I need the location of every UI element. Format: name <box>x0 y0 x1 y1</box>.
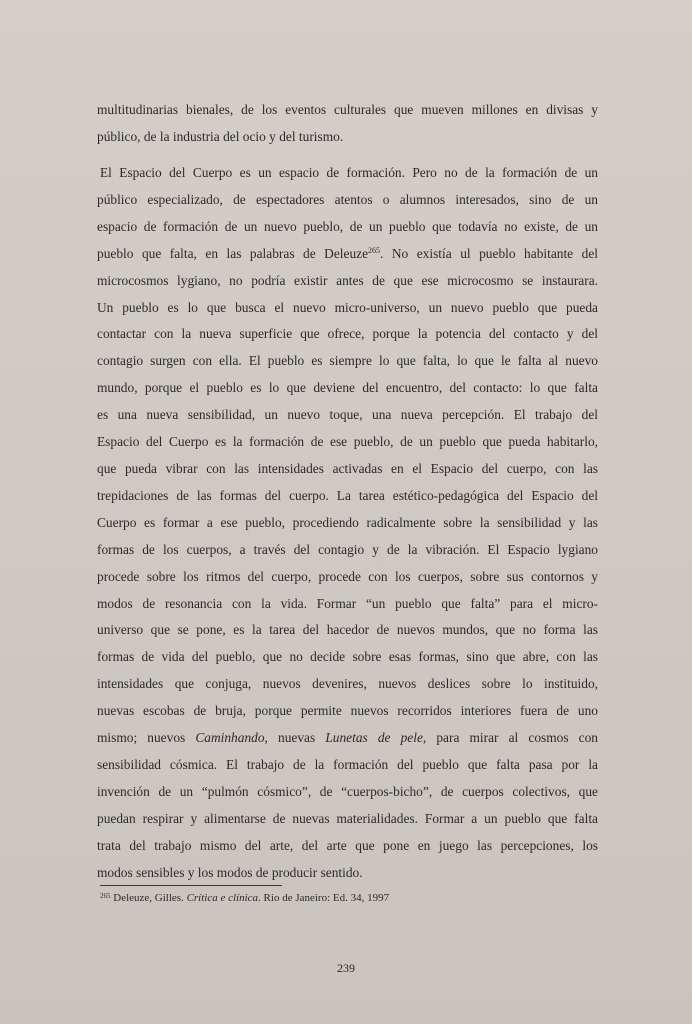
text-segment: pueblo que falta, en las palabras de Deleuze <box>97 245 369 261</box>
text-line: mundo, porque el pueblo es lo que deviene del encuentro, del contacto: lo que falta <box>97 380 598 396</box>
text-segment: . No existía ul pueblo habitante del <box>380 245 598 261</box>
text-line: nuevas escobas de bruja, porque permite nuevos recorridos interiores fuera de uno <box>97 703 598 719</box>
text-line: público, de la industria del ocio y del turismo. <box>97 128 344 144</box>
paragraph-espacio-del-cuerpo <box>97 160 598 886</box>
footnote <box>100 890 389 906</box>
text-line: multitudinarias bienales, de los eventos culturales que mueven millones en divisas y <box>97 102 598 117</box>
text-line: universo que se pone, es la tarea del hacedor de nuevos mundos, que no forma las <box>97 622 598 638</box>
artwork-title: Caminhando <box>195 730 265 746</box>
page-number: 239 <box>337 961 355 975</box>
text-segment: mismo; nuevos <box>97 730 196 746</box>
text-line: El Espacio del Cuerpo es un espacio de formación. Pero no de la formación de un <box>100 165 598 180</box>
text-line: modos de resonancia con la vida. Formar “un pueblo que falta” para el micro- <box>97 595 598 611</box>
footnote-text: Deleuze, Gilles. <box>110 892 187 904</box>
text-line: formas de los cuerpos, a través del contagio y de la vibración. El Espacio lygiano <box>97 541 598 557</box>
text-line: formas de vida del pueblo, que no decide sobre esas formas, sino que abre, con las <box>97 649 598 665</box>
text-line: trata del trabajo mismo del arte, del arte que pone en juego las percepciones, los <box>97 837 598 853</box>
text-line: contagio surgen con ella. El pueblo es siempre lo que falta, lo que le falta al nuevo <box>97 353 598 369</box>
text-line: procede sobre los ritmos del cuerpo, procede con los cuerpos, sobre sus contornos y <box>97 568 598 584</box>
text-line: espacio de formación de un nuevo pueblo, de un pueblo que todavía no existe, de un <box>97 218 598 234</box>
paragraph-continuation <box>97 97 598 151</box>
text-line: puedan respirar y alimentarse de nuevas materialidades. Formar a un pueblo que falta <box>97 810 598 826</box>
text-line: contactar con la nueva superficie que ofrece, porque la potencia del contacto y del <box>97 326 598 342</box>
text-line: trepidaciones de las formas del cuerpo. La tarea estético-pedagógica del Espacio del <box>97 487 598 503</box>
artwork-title: Lunetas de pele <box>325 730 423 746</box>
text-line: microcosmos lygiano, no podría existir antes de que ese microcosmo se instaurara. <box>97 272 598 288</box>
footnote-number: 265 <box>100 892 111 900</box>
text-line: intensidades que conjuga, nuevos devenires, nuevos deslices sobre lo instituido, <box>97 676 598 692</box>
footnote-reference[interactable]: 265 <box>368 245 381 255</box>
text-line-with-footnote-ref <box>97 241 598 268</box>
text-line: Espacio del Cuerpo es la formación de ese pueblo, de un pueblo que pueda habitarlo, <box>97 434 598 450</box>
text-line: invención de un “pulmón cósmico”, de “cuerpos-bicho”, de cuerpos colectivos, que <box>97 783 598 799</box>
text-line: público especializado, de espectadores atentos o alumnos interesados, sino de un <box>97 191 598 207</box>
text-line: Un pueblo es lo que busca el nuevo micro-universo, un nuevo pueblo que pueda <box>97 299 598 315</box>
text-line: sensibilidad cósmica. El trabajo de la formación del pueblo que falta pasa por la <box>97 756 598 772</box>
text-line: es una nueva sensibilidad, un nuevo toque, una nueva percepción. El trabajo del <box>97 407 598 423</box>
footnote-book-title: Crítica e clínica <box>186 892 259 904</box>
text-line: Cuerpo es formar a ese pueblo, procediendo radicalmente sobre la sensibilidad y las <box>97 514 598 530</box>
footnote-divider <box>100 885 282 886</box>
text-line: que pueda vibrar con las intensidades activadas en el Espacio del cuerpo, con las <box>97 460 598 476</box>
text-segment: , para mirar al cosmos con <box>422 730 599 746</box>
text-line: modos sensibles y los modos de producir sentido. <box>97 864 363 880</box>
footnote-text: . Rio de Janeiro: Ed. 34, 1997 <box>258 892 390 904</box>
text-line-with-italics <box>97 725 598 752</box>
text-segment: , nuevas <box>264 730 326 746</box>
